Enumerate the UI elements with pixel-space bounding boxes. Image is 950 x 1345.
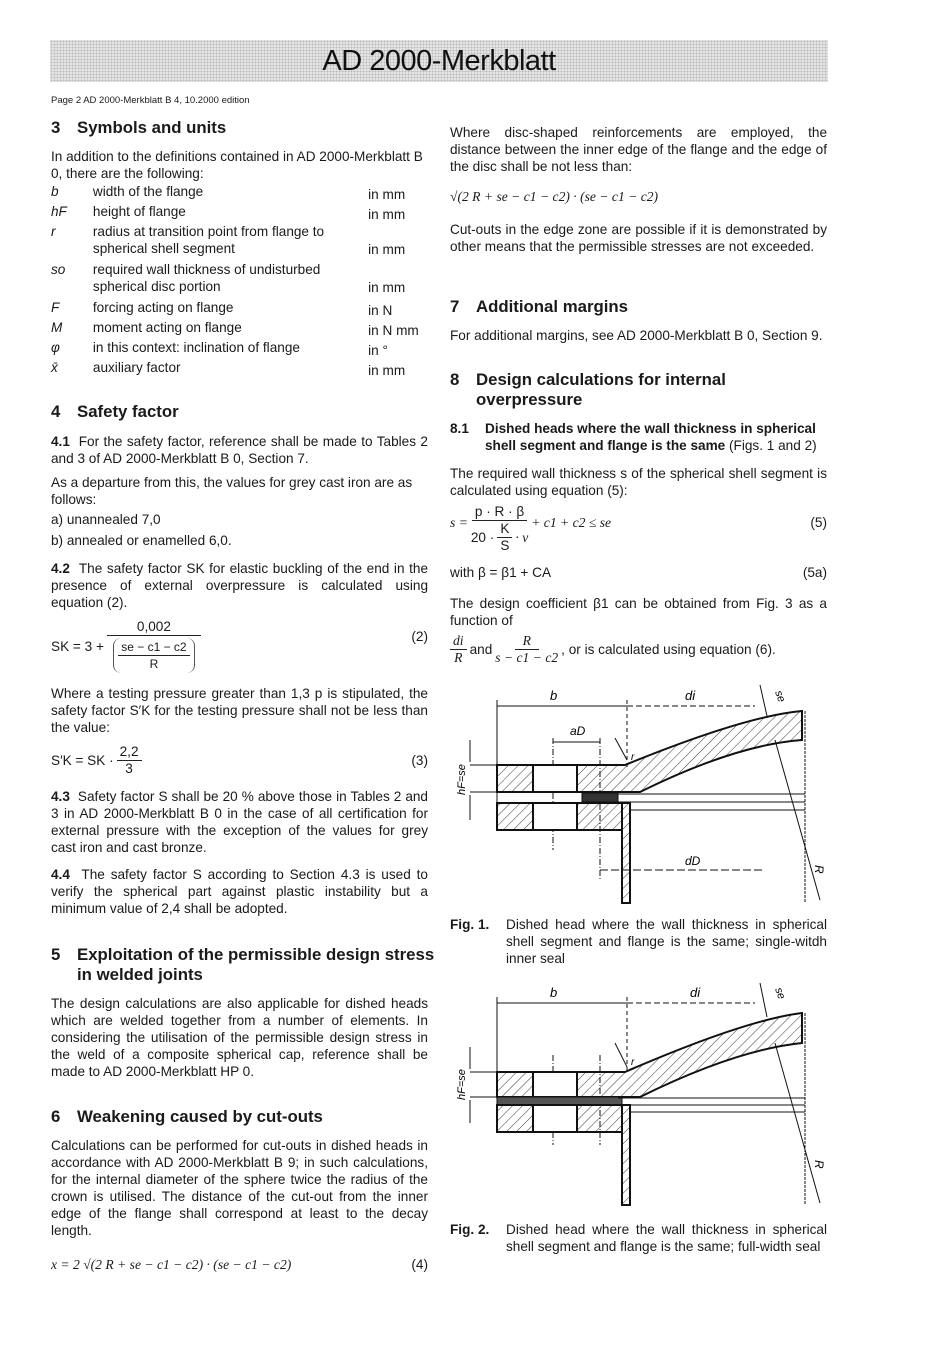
eq-den-prefix: 20 · bbox=[470, 529, 495, 545]
label-se: se bbox=[772, 985, 788, 1001]
symbol-unit: in N bbox=[368, 303, 393, 318]
function-of-expression bbox=[450, 633, 827, 666]
eq-den-top: se − c1 − c2 bbox=[118, 639, 189, 656]
clause-title: Dished heads where the wall thickness in spherical shell segment and flange is the same bbox=[485, 421, 816, 453]
paragraph-required-thickness: The required wall thickness s of the spherical shell segment is calculated using equation (5): bbox=[450, 466, 827, 498]
equation-number: (4) bbox=[411, 1257, 428, 1272]
symbol-unit: in mm bbox=[368, 280, 406, 295]
symbol-desc: required wall thickness of undisturbed spherical disc portion bbox=[92, 262, 321, 294]
section-number: 3 bbox=[51, 118, 61, 137]
function-rest: , or is calculated using equation (6). bbox=[561, 642, 776, 657]
paragraph-4-3 bbox=[51, 788, 428, 856]
eq-den-s: S bbox=[500, 538, 510, 553]
clause-text: The safety factor SK for elastic buckling of the end in the presence of external overpressure is calculated using equation (2). bbox=[51, 561, 429, 610]
section-5-heading bbox=[51, 945, 437, 985]
figure-number: Fig. 1. bbox=[450, 917, 490, 932]
symbol-unit: in mm bbox=[368, 363, 406, 378]
label-di: di bbox=[685, 688, 696, 703]
equation-5 bbox=[450, 500, 827, 558]
header-banner bbox=[50, 40, 828, 82]
section-title: Design calculations for internal overpressure bbox=[476, 370, 726, 409]
section-number: 8 bbox=[450, 370, 460, 389]
symbol-desc: radius at transition point from flange to spherical shell segment bbox=[92, 224, 325, 256]
eq-lhs: S′K = SK · bbox=[51, 752, 114, 768]
symbol-row bbox=[51, 203, 428, 223]
label-R: R bbox=[812, 1160, 826, 1169]
symbol-desc: auxiliary factor bbox=[92, 360, 181, 375]
paragraph-cut-outs: Cut-outs in the edge zone are possible if it is demonstrated by other means that the permissible stresses are not exceeded. bbox=[450, 222, 827, 254]
label-R: R bbox=[812, 865, 826, 874]
section-5-paragraph: The design calculations are also applicable for dished heads which are welded together from a number of elements. In considering the utilisation of the permissible design stress in the weld of a composite spherical cap, reference shall be made to AD 2000-Merkblatt HP 0. bbox=[51, 996, 428, 1079]
eq-lhs: SK = 3 + bbox=[51, 638, 104, 654]
equation-5a bbox=[450, 564, 827, 581]
paragraph-departure: As a departure from this, the values for grey cast iron are as follows: bbox=[51, 475, 413, 507]
symbol-desc: height of flange bbox=[92, 204, 186, 219]
symbol-unit: in mm bbox=[368, 242, 406, 257]
clause-number: 4.2 bbox=[51, 561, 70, 576]
section-number: 4 bbox=[51, 402, 61, 421]
eq-numerator: 2,2 bbox=[117, 744, 142, 761]
label-r: r bbox=[631, 1057, 635, 1068]
figure-1-caption bbox=[450, 916, 827, 967]
label-dD: dD bbox=[685, 854, 701, 868]
symbol-row bbox=[51, 359, 428, 379]
clause-number: 8.1 bbox=[450, 421, 469, 436]
page-line: Page 2 AD 2000-Merkblatt B 4, 10.2000 edition bbox=[51, 95, 250, 106]
equation-3 bbox=[51, 742, 428, 778]
paragraph-testing-pressure: Where a testing pressure greater than 1,3 p is stipulated, the safety factor S′K for the testing pressure shall not be less than the value: bbox=[51, 686, 428, 735]
section-title: Symbols and units bbox=[77, 118, 227, 137]
symbol-unit: in mm bbox=[368, 187, 406, 202]
section-4-heading bbox=[51, 402, 428, 422]
and-text: and bbox=[469, 642, 493, 657]
section-title: Exploitation of the permissible design stress in welded joints bbox=[77, 945, 435, 984]
eq-numerator: 0,002 bbox=[107, 619, 201, 636]
label-di: di bbox=[690, 985, 701, 1000]
section-number: 7 bbox=[450, 297, 460, 316]
label-b: b bbox=[550, 985, 558, 1000]
list-item-b: b) annealed or enamelled 6,0. bbox=[51, 533, 232, 548]
section-title: Additional margins bbox=[476, 297, 628, 316]
paragraph-4-2 bbox=[51, 560, 428, 611]
paragraph-8-1 bbox=[450, 420, 827, 454]
formula-expression: √(2 R + se − c1 − c2) · (se − c1 − c2) bbox=[450, 189, 659, 204]
eq-den-k: K bbox=[497, 521, 512, 538]
equation-number: (2) bbox=[411, 629, 428, 644]
paragraph-disc-reinforcement: Where disc-shaped reinforcements are employed, the distance between the inner edge of the flange and the edge of the disc shall be not less than: bbox=[450, 125, 827, 174]
equation-2 bbox=[51, 616, 428, 676]
section-number: 6 bbox=[51, 1107, 61, 1126]
figure-2-caption bbox=[450, 1221, 827, 1255]
section-6-heading bbox=[51, 1107, 428, 1127]
section-3-heading bbox=[51, 118, 428, 138]
symbol: r bbox=[51, 224, 56, 239]
paragraph-4-4 bbox=[51, 866, 428, 917]
eq-expression: x = 2 √(2 R + se − c1 − c2) · (se − c1 − c2) bbox=[51, 1257, 292, 1272]
figure-1-drawing bbox=[445, 680, 835, 910]
caption-text: Dished head where the wall thickness in spherical shell segment and flange is the same; full-width seal bbox=[506, 1222, 827, 1254]
symbol: x̄ bbox=[51, 360, 58, 375]
symbol: b bbox=[51, 184, 59, 199]
eq-den-suffix: · v bbox=[515, 529, 529, 545]
symbol-unit: in N mm bbox=[368, 323, 419, 338]
label-hF: hF=se bbox=[456, 1069, 468, 1100]
formula-disc-distance bbox=[450, 188, 827, 205]
clause-text: Safety factor S shall be 20 % above those in Tables 2 and 3 in AD 2000-Merkblatt B 0 in the case of all certification for external pressure with the exception of the values for grey cast iron and cast bronze. bbox=[51, 789, 428, 855]
symbol-row bbox=[51, 299, 428, 319]
section-7-paragraph: For additional margins, see AD 2000-Merkblatt B 0, Section 9. bbox=[450, 328, 823, 343]
symbol-row bbox=[51, 183, 428, 203]
label-hF: hF=se bbox=[456, 764, 468, 795]
clause-text: For the safety factor, reference shall be made to Tables 2 and 3 of AD 2000-Merkblatt B 0, Section 7. bbox=[51, 434, 428, 466]
list-item-a: a) unannealed 7,0 bbox=[51, 512, 161, 527]
symbol-desc: moment acting on flange bbox=[92, 320, 242, 335]
clause-reference: (Figs. 1 and 2) bbox=[725, 438, 817, 453]
clause-number: 4.4 bbox=[51, 867, 70, 882]
fraction-top: di bbox=[450, 633, 467, 650]
symbol-row bbox=[51, 319, 428, 339]
section-6-paragraph: Calculations can be performed for cut-outs in dished heads in accordance with AD 2000-Merkblatt B 9; in such calculations, for the internal diameter of the sphere twice the radius of the crown is utilised. The distance of the cut-out from the inner edge of the flange shall correspond at least to the decay length. bbox=[51, 1138, 428, 1238]
symbol-desc: width of the flange bbox=[92, 184, 204, 199]
label-se: se bbox=[772, 688, 788, 704]
symbol-row bbox=[51, 223, 428, 261]
symbol: φ bbox=[51, 340, 60, 355]
eq-expression: with β = β1 + CA bbox=[450, 565, 552, 580]
eq-numerator: p · R · β bbox=[472, 504, 527, 521]
equation-number: (3) bbox=[411, 753, 428, 768]
fraction-bottom: s − c1 − c2 bbox=[495, 650, 559, 665]
eq-denominator: 3 bbox=[125, 760, 133, 776]
fraction-top: R bbox=[515, 633, 539, 650]
paragraph-design-coefficient: The design coefficient β1 can be obtained from Fig. 3 as a function of bbox=[450, 596, 827, 628]
figure-number: Fig. 2. bbox=[450, 1222, 490, 1237]
section-number: 5 bbox=[51, 945, 61, 964]
section-title: Safety factor bbox=[77, 402, 179, 421]
label-aD: aD bbox=[570, 724, 586, 738]
clause-number: 4.3 bbox=[51, 789, 70, 804]
symbol: M bbox=[51, 320, 63, 335]
equation-number: (5) bbox=[810, 515, 827, 530]
equation-number: (5a) bbox=[802, 565, 827, 580]
symbol: F bbox=[51, 300, 60, 315]
section-8-heading bbox=[450, 370, 826, 410]
caption-text: Dished head where the wall thickness in spherical shell segment and flange is the same; single-witdh inner seal bbox=[506, 917, 827, 966]
figure-2-drawing bbox=[445, 975, 835, 1210]
symbol-unit: in mm bbox=[368, 207, 406, 222]
eq-den-bottom: R bbox=[149, 657, 159, 671]
section-7-heading bbox=[450, 297, 827, 317]
symbol-row bbox=[51, 339, 428, 359]
fraction-bottom: R bbox=[454, 650, 463, 665]
eq-rhs: + c1 + c2 ≤ se bbox=[531, 514, 612, 530]
symbols-list bbox=[51, 183, 428, 379]
label-b: b bbox=[550, 688, 558, 703]
symbol: hF bbox=[51, 204, 67, 219]
symbol-unit: in ° bbox=[368, 343, 388, 358]
clause-text: The safety factor S according to Section 4.3 is used to verify the spherical part against plastic instability but a minimum value of 2,4 shall be adopted. bbox=[51, 867, 428, 916]
symbol: so bbox=[51, 262, 66, 277]
paragraph-4-1 bbox=[51, 433, 428, 467]
header-title: AD 2000-Merkblatt bbox=[322, 44, 556, 77]
symbol-desc: in this context: inclination of flange bbox=[92, 340, 300, 355]
symbol-row bbox=[51, 261, 428, 299]
label-r: r bbox=[631, 752, 635, 763]
symbol-desc: forcing acting on flange bbox=[92, 300, 234, 315]
section-title: Weakening caused by cut-outs bbox=[77, 1107, 323, 1126]
section-3-intro: In addition to the definitions contained in AD 2000-Merkblatt B 0, there are the following: bbox=[51, 149, 423, 181]
clause-number: 4.1 bbox=[51, 434, 70, 449]
equation-4 bbox=[51, 1256, 428, 1273]
eq-lhs: s = bbox=[450, 514, 468, 530]
